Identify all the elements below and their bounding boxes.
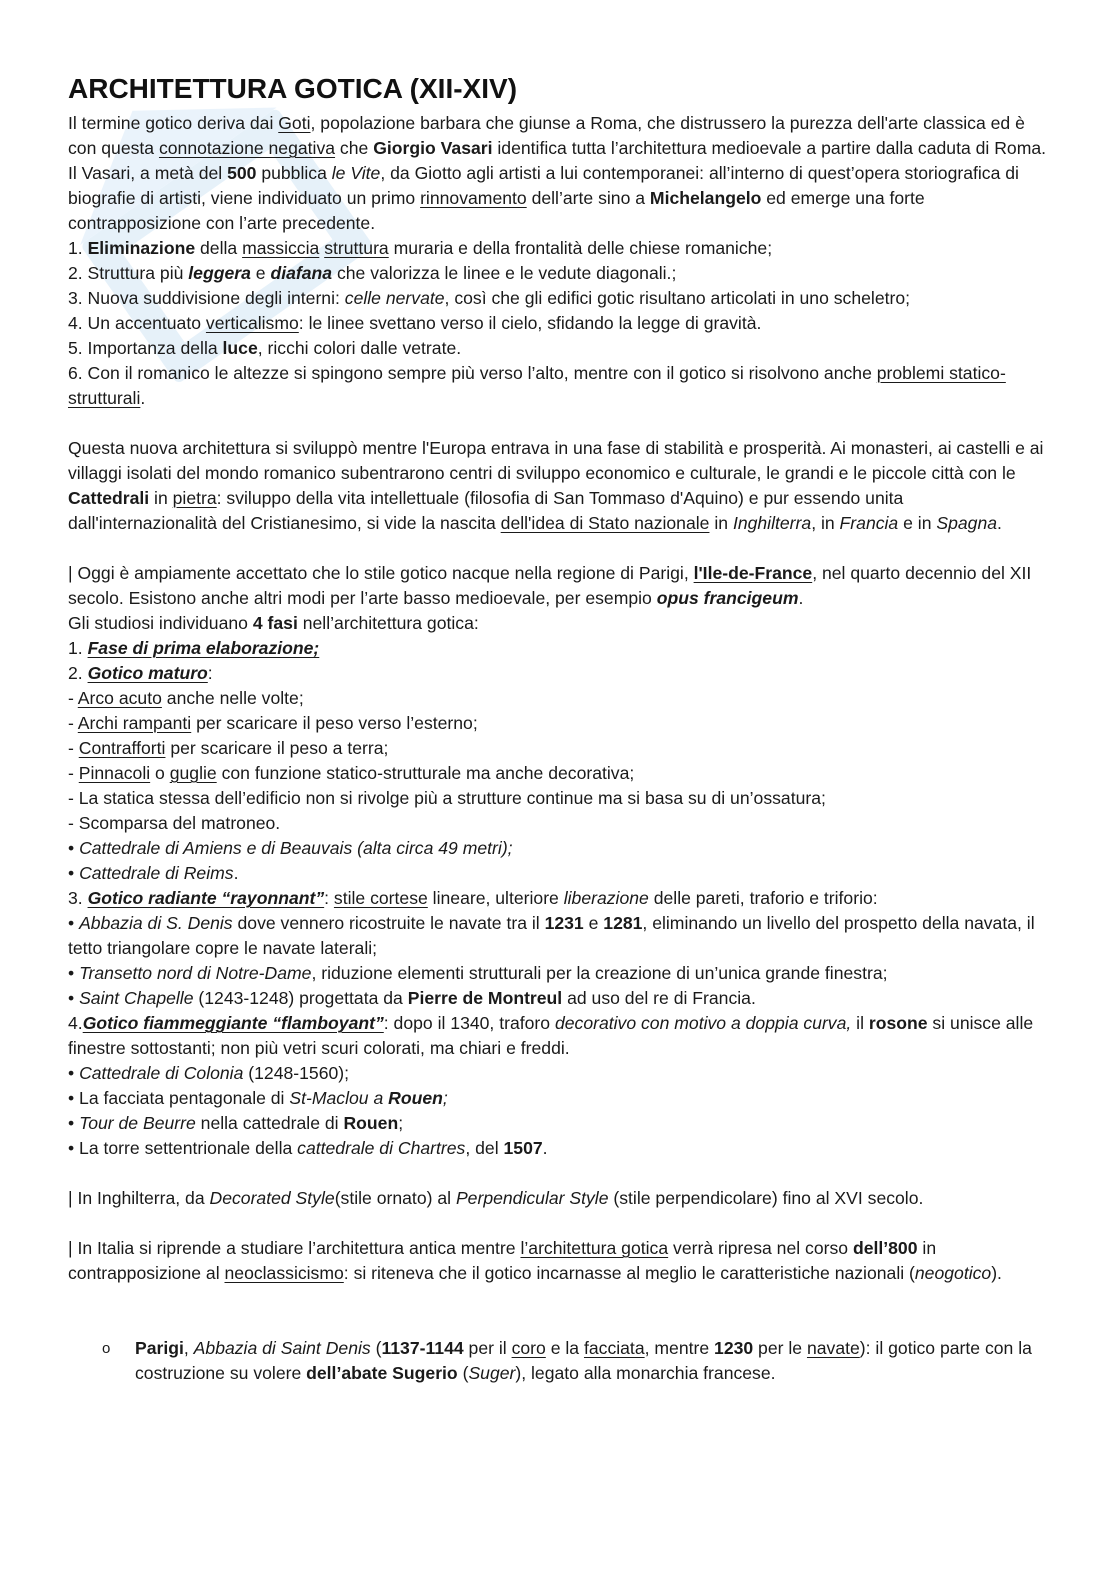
point-4: 4. Un accentuato verticalismo: le linee svettano verso il cielo, sfidando la legge di gravità. [68, 313, 762, 333]
fase-3-item-denis: • Abbazia di S. Denis dove vennero ricostruite le navate tra il 1231 e 1281, eliminando un livello del prospetto della navata, il tetto triangolare copre le navate laterali; [68, 913, 1035, 958]
fase-2-item-contrafforti: - Contrafforti per scaricare il peso a terra; [68, 738, 389, 758]
fase-4-item-maclou: • La facciata pentagonale di St-Maclou a Rouen; [68, 1088, 448, 1108]
page-title: ARCHITETTURA GOTICA (XII-XIV) [68, 73, 518, 104]
inghilterra-paragraph: | In Inghilterra, da Decorated Style(stile ornato) al Perpendicular Style (stile perpendicolare) fino al XVI secolo. [68, 1188, 924, 1208]
vite-paragraph: Il Vasari, a metà del 500 pubblica le Vite, da Giotto agli artisti a lui contemporanei: all’interno di quest’opera storiografica di biografie di artisti, viene individuato un primo rinnovamento dell’arte sino a Michelangelo ed emerge una forte contrapposizione con l’arte precedente. [68, 163, 1019, 233]
fase-2-item-reims: • Cattedrale di Reims. [68, 863, 239, 883]
fase-2-item-matroneo: - Scomparsa del matroneo. [68, 813, 281, 833]
intro-paragraph: Il termine gotico deriva dai Goti, popolazione barbara che giunse a Roma, che distrussero la purezza dell'arte classica ed è con questa connotazione negativa che Giorgio Vasari identifica tutta l’architettura medioevale a partire dalla caduta di Roma. [68, 113, 1047, 158]
fase-1: 1. Fase di prima elaborazione; [68, 638, 320, 658]
origini-paragraph: | Oggi è ampiamente accettato che lo stile gotico nacque nella regione di Parigi, l'Ile-de-France, nel quarto decennio del XII secolo. Esistono anche altri modi per l’arte basso medioevale, per esempio opus francigeum. [68, 563, 1032, 608]
point-3: 3. Nuova suddivisione degli interni: celle nervate, così che gli edifici gotic risultano articolati in uno scheletro; [68, 288, 911, 308]
point-2: 2. Struttura più leggera e diafana che valorizza le linee e le vedute diagonali.; [68, 263, 677, 283]
fase-3: 3. Gotico radiante “rayonnant”: stile cortese lineare, ulteriore liberazione delle pareti, traforio e triforio: [68, 888, 878, 908]
fase-4: 4.Gotico fiammeggiante “flamboyant”: dopo il 1340, traforo decorativo con motivo a doppia curva, il rosone si unisce alle finestre sottostanti; non più vetri scuri colorati, ma chiari e freddi. [68, 1013, 1034, 1058]
parigi-list-item [68, 1336, 1048, 1386]
document-page [68, 70, 1048, 1386]
fase-2-item-archi: - Archi rampanti per scaricare il peso verso l’esterno; [68, 713, 478, 733]
fase-2: 2. Gotico maturo: [68, 663, 213, 683]
fase-4-item-beurre: • Tour de Beurre nella cattedrale di Rouen; [68, 1113, 404, 1133]
fase-3-item-chapelle: • Saint Chapelle (1243-1248) progettata da Pierre de Montreul ad uso del re di Francia. [68, 988, 756, 1008]
parigi-text: Parigi, Abbazia di Saint Denis (1137-1144 per il coro e la facciata, mentre 1230 per le navate): il gotico parte con la costruzione su volere dell’abate Sugerio (Suger), legato alla monarchia francese. [135, 1338, 1032, 1383]
point-6: 6. Con il romanico le altezze si spingono sempre più verso l’alto, mentre con il gotico si risolvono anche problemi statico-strutturali. [68, 363, 1006, 408]
point-1: 1. Eliminazione della massiccia struttura muraria e della frontalità delle chiese romaniche; [68, 238, 773, 258]
fase-2-item-arco: - Arco acuto anche nelle volte; [68, 688, 304, 708]
fase-4-item-chartres: • La torre settentrionale della cattedrale di Chartres, del 1507. [68, 1138, 548, 1158]
fase-2-item-amiens: • Cattedrale di Amiens e di Beauvais (alta circa 49 metri); [68, 838, 513, 858]
fase-3-item-notre-dame: • Transetto nord di Notre-Dame, riduzione elementi strutturali per la creazione di un’unica grande finestra; [68, 963, 888, 983]
europa-paragraph: Questa nuova architettura si sviluppò mentre l'Europa entrava in una fase di stabilità e prosperità. Ai monasteri, ai castelli e ai villaggi isolati del mondo romanico subentrarono centri di sviluppo economico e culturale, le grandi e le piccole città con le Cattedrali in pietra: sviluppo della vita intellettuale (filosofia di San Tommaso d'Aquino) e pur essendo unita dall'internazionalità del Cristianesimo, si vide la nascita dell'idea di Stato nazionale in Inghilterra, in Francia e in Spagna. [68, 438, 1044, 533]
italia-paragraph: | In Italia si riprende a studiare l’architettura antica mentre l’architettura gotica verrà ripresa nel corso dell’800 in contrapposizione al neoclassicismo: si riteneva che il gotico incarnasse al meglio le caratteristiche nazionali (neogotico). [68, 1238, 1002, 1283]
fasi-intro: Gli studiosi individuano 4 fasi nell’architettura gotica: [68, 613, 479, 633]
fase-2-item-statica: - La statica stessa dell’edificio non si rivolge più a strutture continue ma si basa su di un’ossatura; [68, 788, 826, 808]
fase-4-item-colonia: • Cattedrale di Colonia (1248-1560); [68, 1063, 350, 1083]
fase-2-item-pinnacoli: - Pinnacoli o guglie con funzione statico-strutturale ma anche decorativa; [68, 763, 635, 783]
point-5: 5. Importanza della luce, ricchi colori dalle vetrate. [68, 338, 462, 358]
hollow-bullet-icon: o [102, 1340, 111, 1357]
